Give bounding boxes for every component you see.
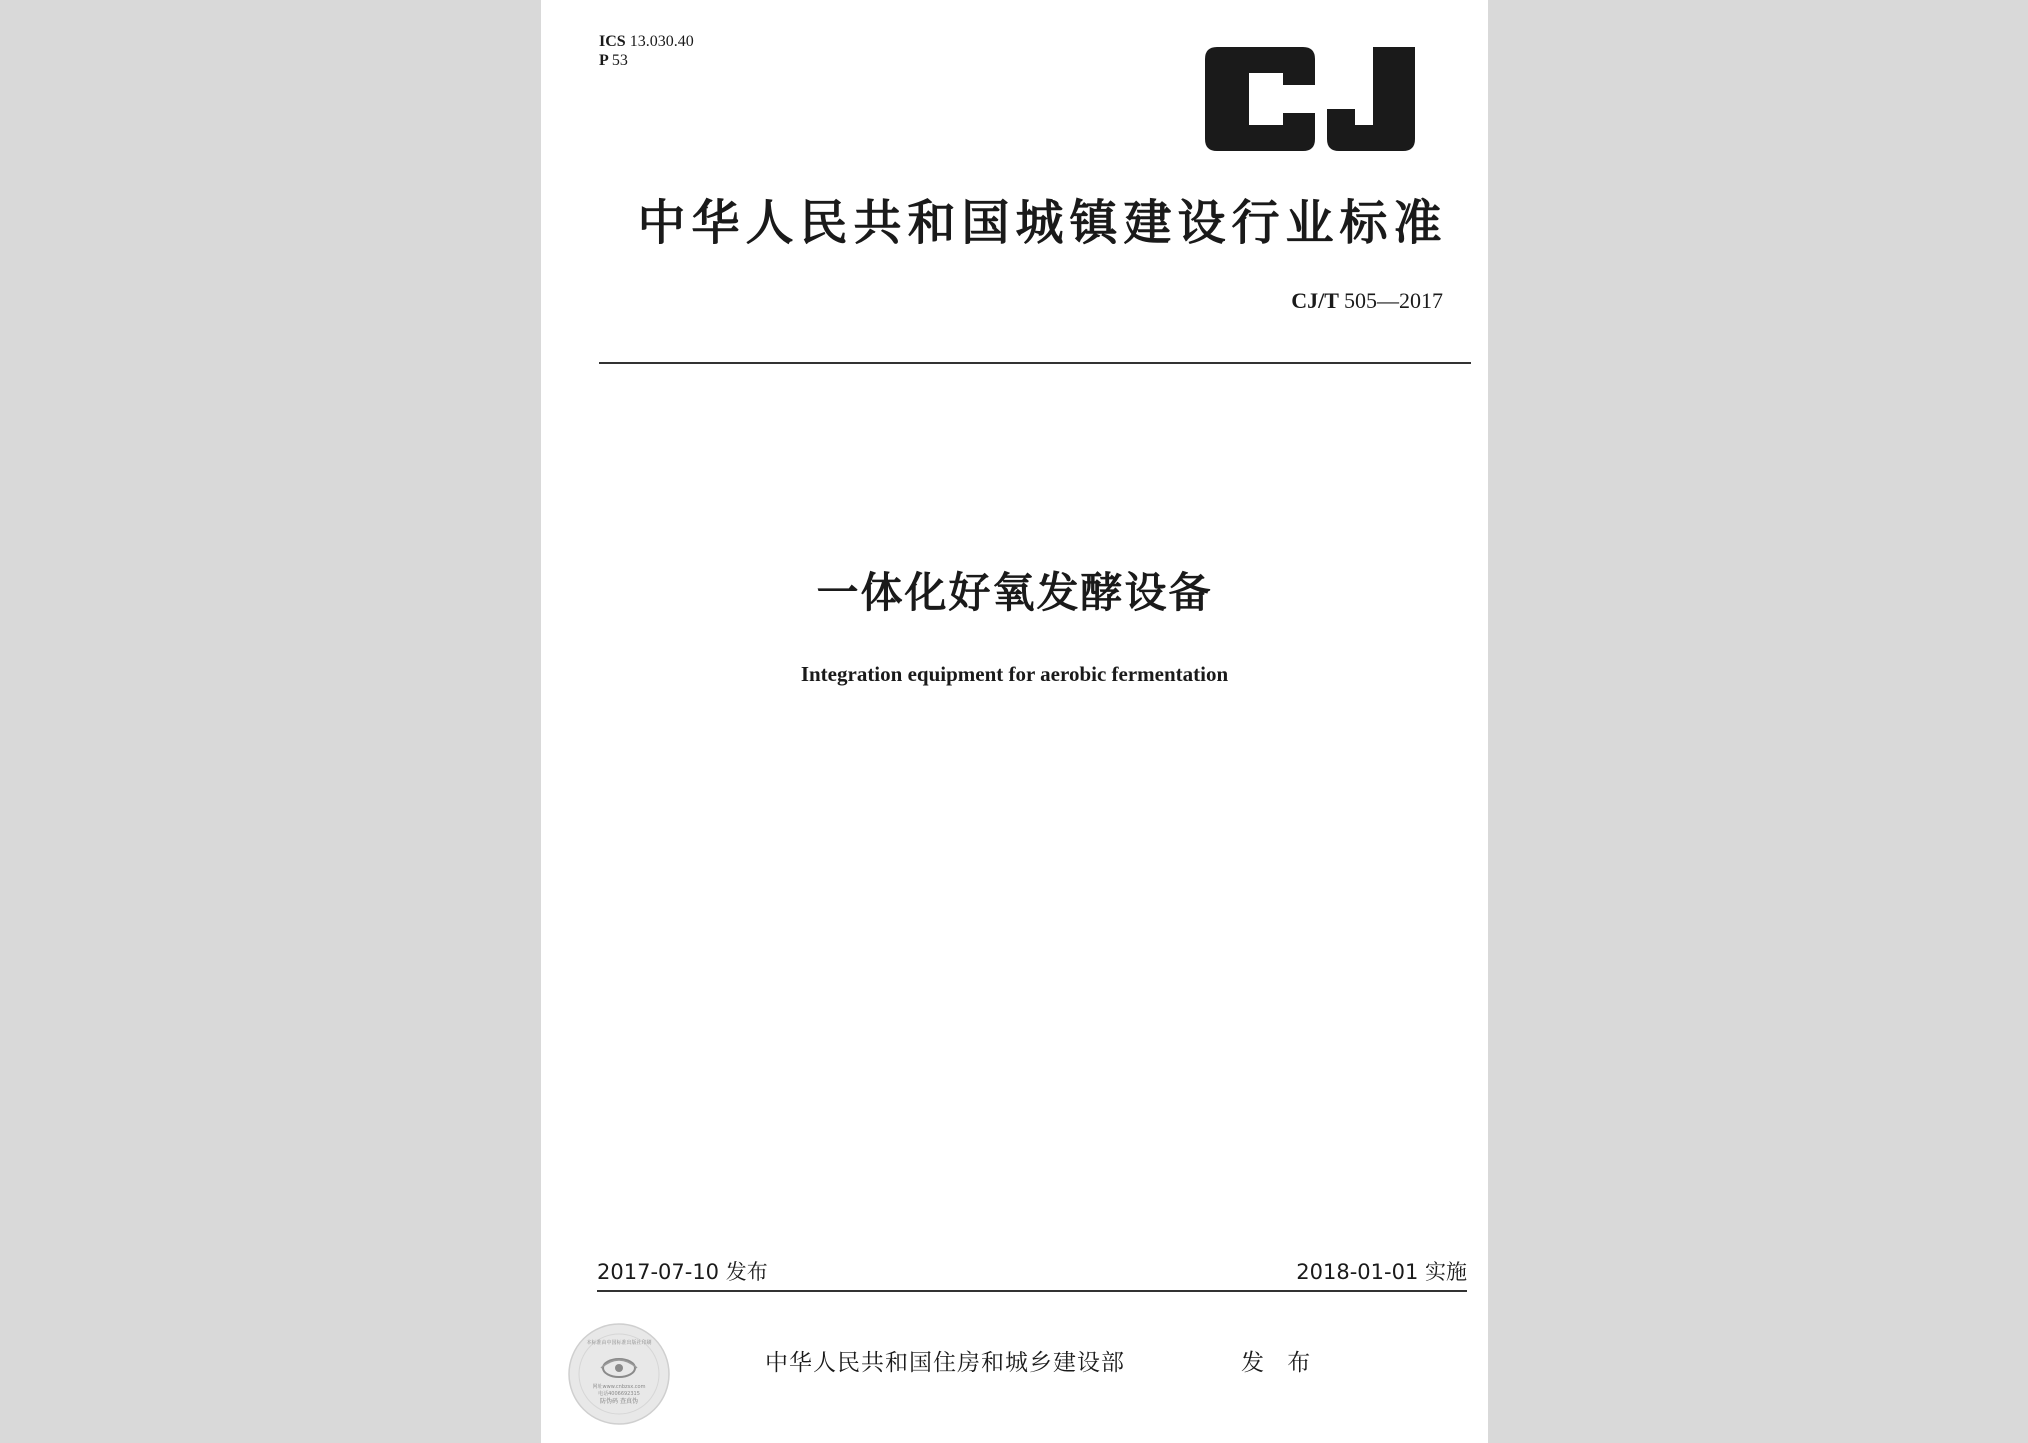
page-title: 中华人民共和国城镇建设行业标准 xyxy=(637,195,1448,251)
class-line xyxy=(599,51,694,70)
publisher-name: 中华人民共和国住房和城乡建设部 xyxy=(765,1350,1125,1376)
stamp-line-2: 网址www.cnbzsx.com xyxy=(592,1384,646,1390)
publish-label: 发 布 xyxy=(1241,1350,1319,1376)
bottom-divider xyxy=(597,1290,1467,1292)
standard-code xyxy=(1291,288,1443,314)
classification-block xyxy=(599,32,694,70)
effective-date: 2018-01-01 实施 xyxy=(1296,1260,1467,1284)
standard-number: 505—2017 xyxy=(1344,288,1443,313)
logo-letter-j xyxy=(1327,47,1415,151)
ics-line xyxy=(599,32,694,51)
stamp-circle xyxy=(569,1324,669,1424)
stamp-line-4: 防伪码 查真伪 xyxy=(600,1398,638,1405)
class-code: 53 xyxy=(611,52,628,69)
stamp-line-3: 电话4006692315 xyxy=(598,1391,640,1397)
anti-counterfeit-stamp xyxy=(567,1322,671,1426)
class-label: P xyxy=(599,52,608,69)
ics-label: ICS xyxy=(599,33,626,50)
cj-logo xyxy=(1205,47,1415,151)
ics-code: 13.030.40 xyxy=(629,33,694,50)
stamp-line-1: 本标准由中国标准出版社印刷 xyxy=(586,1340,652,1346)
issue-date: 2017-07-10 发布 xyxy=(597,1260,768,1284)
document-name-cn: 一体化好氧发酵设备 xyxy=(816,568,1213,617)
top-divider xyxy=(599,362,1471,364)
logo-letter-c xyxy=(1205,47,1315,151)
document-name-en: Integration equipment for aerobic fermentation xyxy=(800,662,1229,686)
document-page xyxy=(541,0,1488,1443)
standard-prefix: CJ/T xyxy=(1291,288,1339,313)
